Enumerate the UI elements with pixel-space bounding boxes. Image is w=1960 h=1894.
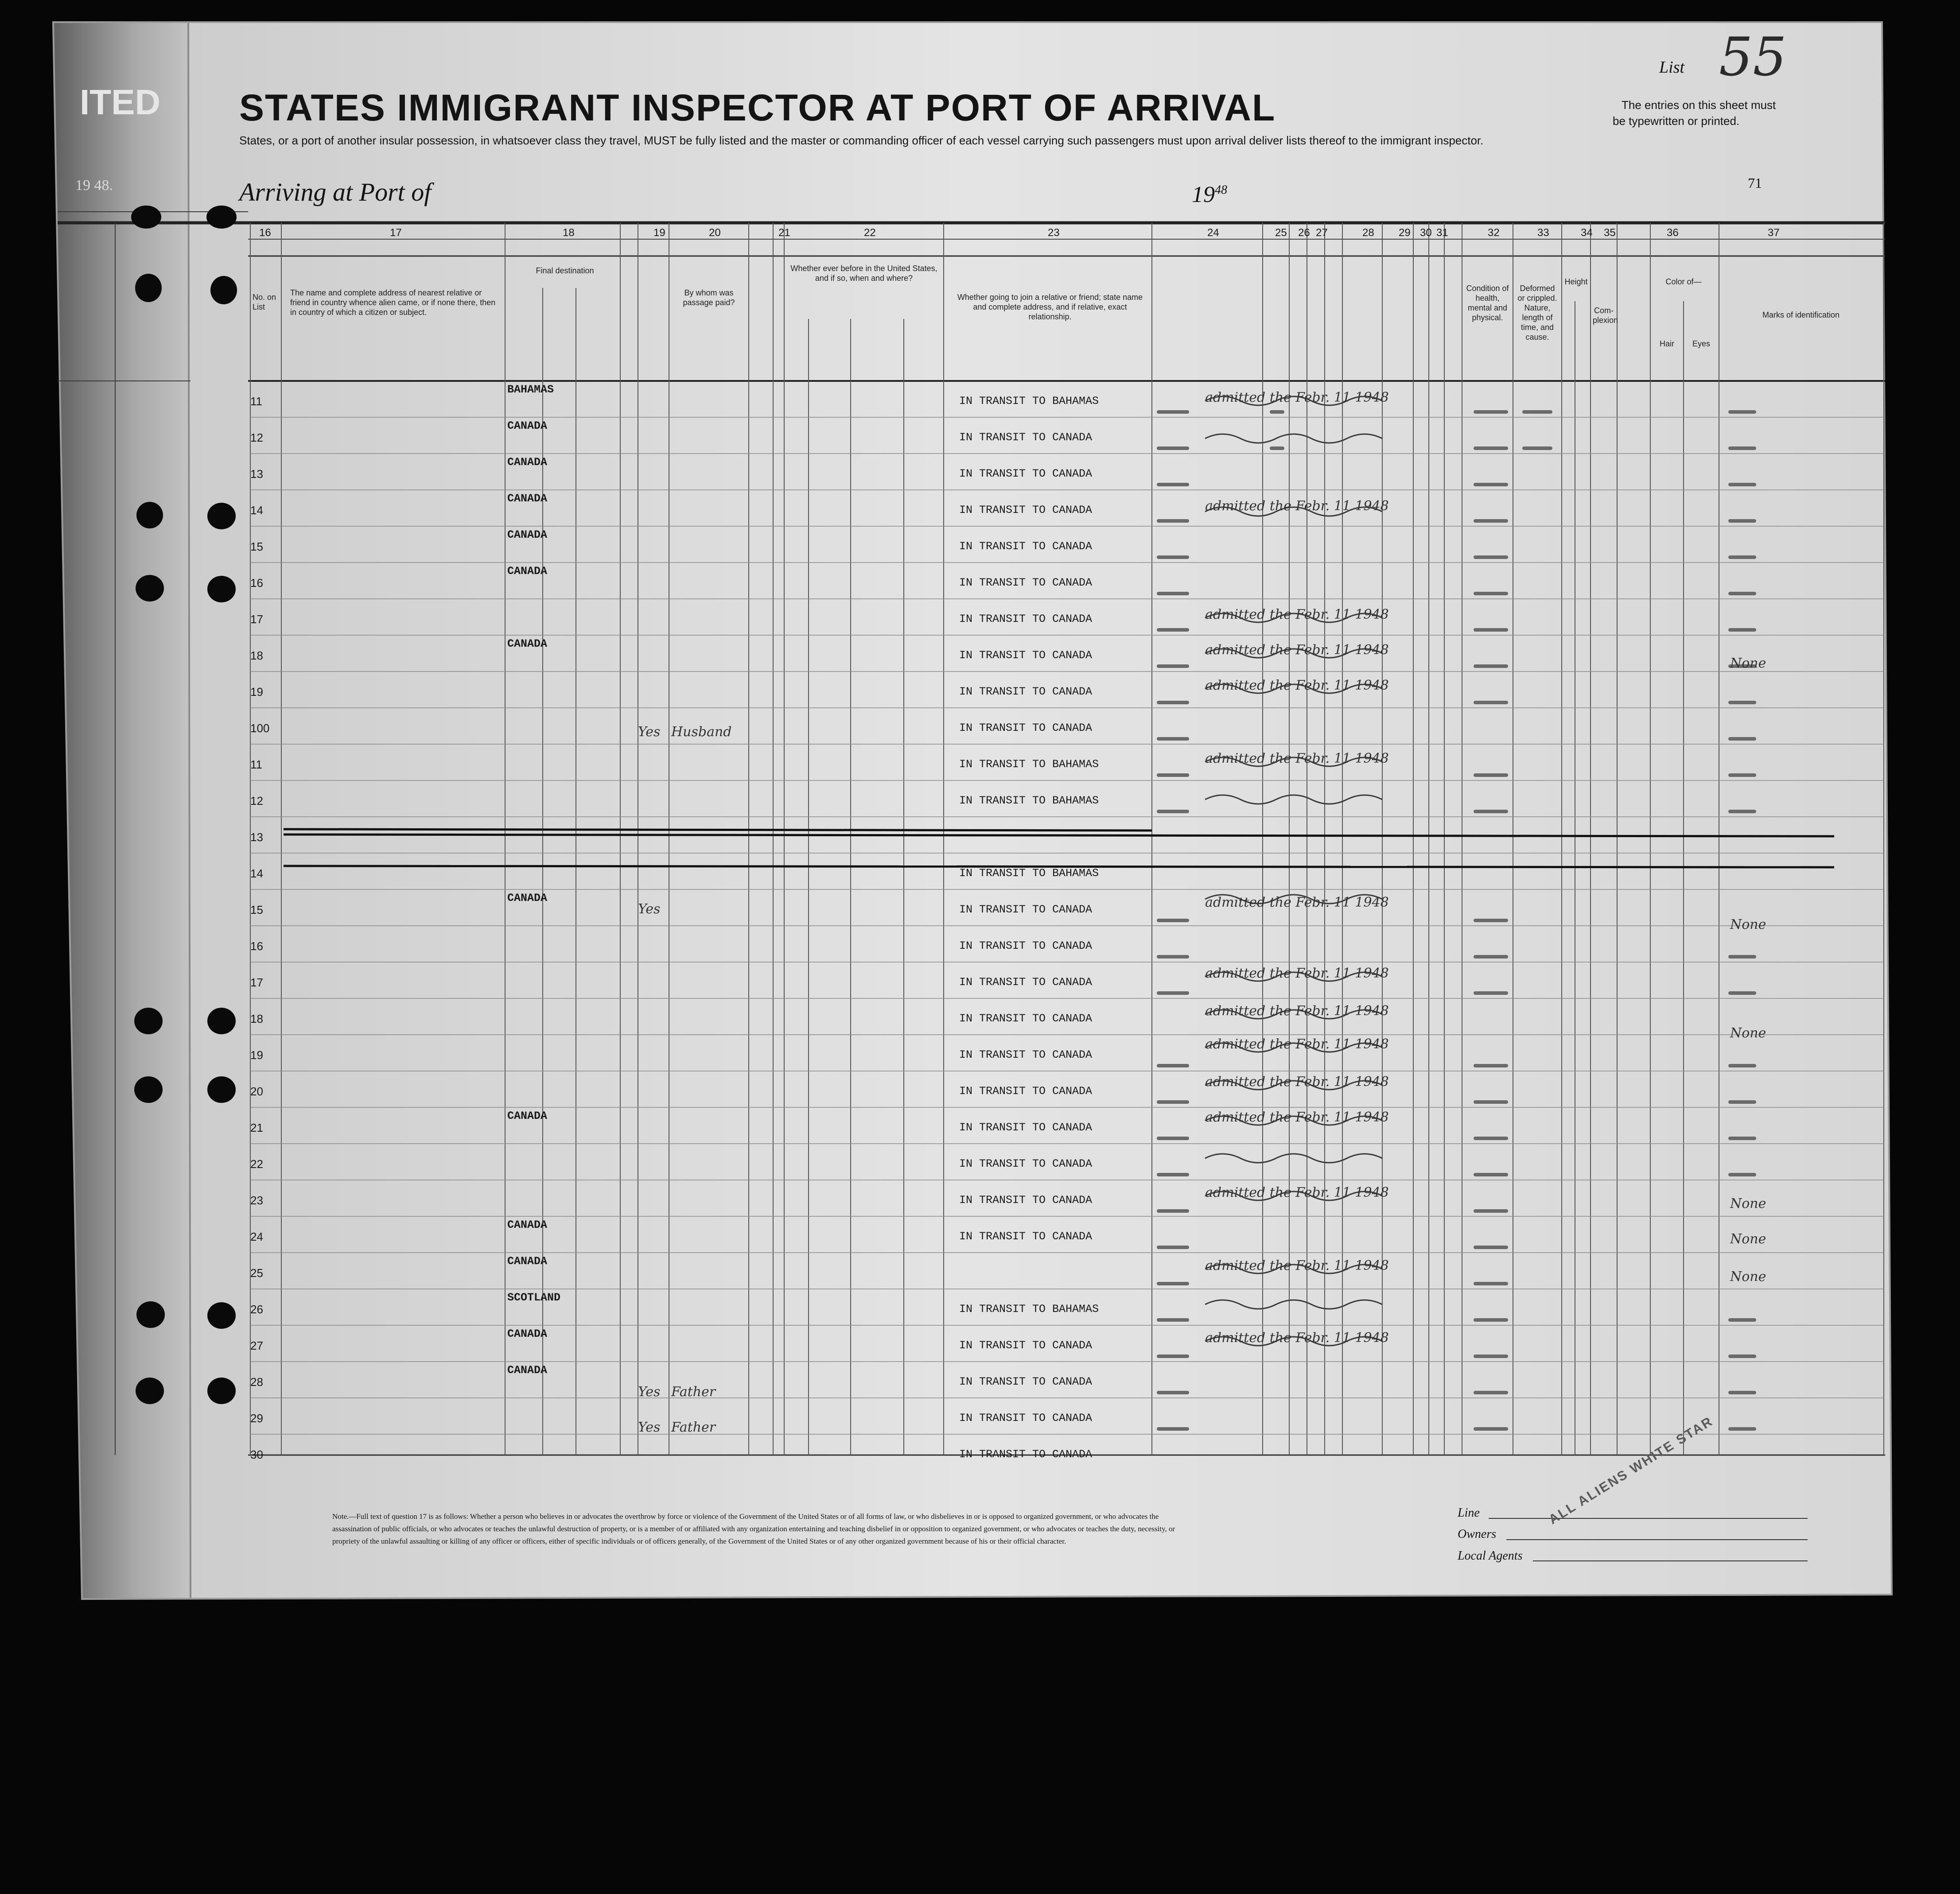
row-number: 30: [250, 1448, 263, 1461]
header-hair: Hair: [1659, 339, 1674, 348]
year-prefix: 19: [1192, 182, 1215, 207]
row-number: 11: [250, 758, 262, 771]
joining-relative-cell: IN TRANSIT TO BAHAMAS: [959, 794, 1099, 807]
list-number: 55: [1719, 27, 1787, 88]
joining-relative-cell: IN TRANSIT TO CANADA: [959, 903, 1093, 916]
handwritten-admitted-note: admitted the Febr. 11 1948: [1205, 678, 1389, 693]
joining-relative-cell: IN TRANSIT TO BAHAMAS: [959, 1303, 1099, 1316]
facing-page-title-fragment: ITED: [80, 82, 161, 122]
header-no-on-list: No. on List: [253, 293, 276, 311]
column-number: 33: [1537, 227, 1549, 239]
agent-stamp: ALL ALIENS WHITE STAR: [1546, 1413, 1716, 1527]
row-number: 23: [250, 1194, 263, 1207]
handwritten-admitted-note: admitted the Febr. 11 1948: [1205, 1003, 1389, 1019]
final-destination-cell: CANADA: [507, 1327, 548, 1340]
joining-relative-cell: IN TRANSIT TO BAHAMAS: [959, 867, 1099, 880]
column-number: 27: [1316, 227, 1328, 239]
header-deformed-crippled: Deformed or crippled. Nature, length of time, and cause.: [1517, 284, 1557, 342]
handwritten-admitted-note: admitted the Febr. 11 1948: [1205, 642, 1389, 658]
handwritten-none: None: [1730, 1269, 1766, 1285]
handwritten-admitted-note: admitted the Febr. 11 1948: [1205, 751, 1389, 766]
column-number: 18: [563, 227, 575, 239]
handwritten-passage-paid: Father: [671, 1420, 716, 1435]
joining-relative-cell: IN TRANSIT TO CANADA: [959, 467, 1093, 480]
column-number: 16: [259, 227, 271, 239]
row-number: 12: [250, 431, 263, 444]
header-height: Height: [1564, 277, 1588, 286]
joining-relative-cell: IN TRANSIT TO CANADA: [959, 1157, 1093, 1170]
row-number: 20: [250, 1085, 263, 1098]
joining-relative-cell: IN TRANSIT TO CANADA: [959, 431, 1093, 444]
facing-page-year: 19 48.: [75, 177, 113, 194]
footer-line-label: Line: [1458, 1506, 1480, 1520]
header-marks-of-identification: Marks of identification: [1762, 310, 1840, 319]
row-number: 25: [250, 1266, 263, 1280]
row-number: 24: [250, 1230, 263, 1243]
final-destination-cell: BAHAMAS: [507, 383, 554, 396]
column-number: 28: [1362, 227, 1374, 239]
handwritten-admitted-note: admitted the Febr. 11 1948: [1205, 498, 1389, 514]
column-number: 20: [709, 227, 721, 239]
column-number: 31: [1436, 227, 1448, 239]
typewritten-note-line-2: be typewritten or printed.: [1613, 114, 1740, 128]
column-number: 17: [390, 227, 402, 239]
row-number: 17: [250, 976, 263, 989]
column-number: 37: [1768, 227, 1780, 239]
joining-relative-cell: IN TRANSIT TO CANADA: [959, 576, 1093, 589]
year-suffix: 48: [1215, 183, 1227, 197]
column-number: 19: [653, 227, 665, 239]
row-number: 29: [250, 1412, 263, 1425]
handwritten-none: None: [1730, 656, 1766, 671]
handwritten-passage-paid: Husband: [671, 724, 732, 740]
row-number: 21: [250, 1121, 263, 1134]
handwritten-admitted-note: admitted the Febr. 11 1948: [1205, 1185, 1389, 1200]
column-number: 23: [1048, 227, 1060, 239]
handwritten-none: None: [1730, 917, 1766, 932]
joining-relative-cell: IN TRANSIT TO CANADA: [959, 722, 1093, 734]
final-destination-cell: CANADA: [507, 565, 548, 578]
column-number: 34: [1581, 227, 1593, 239]
joining-relative-cell: IN TRANSIT TO CANADA: [959, 1085, 1093, 1098]
header-final-destination: Final destination: [536, 266, 594, 275]
row-number: 28: [250, 1375, 263, 1389]
row-number: 100: [250, 722, 270, 735]
handwritten-yes: Yes: [638, 1420, 661, 1435]
handwritten-yes: Yes: [638, 1384, 661, 1400]
header-joining-relative: Whether going to join a relative or friend; state name and complete address, and if relative, exact relationship.: [957, 293, 1143, 321]
header-relative-address: The name and complete address of nearest relative or friend in country whence alien came, or if none there, then in country of which a citizen or subject.: [290, 288, 496, 317]
row-number: 15: [250, 540, 263, 553]
joining-relative-cell: IN TRANSIT TO CANADA: [959, 939, 1093, 952]
joining-relative-cell: IN TRANSIT TO BAHAMAS: [959, 395, 1099, 408]
final-destination-cell: CANADA: [507, 637, 548, 650]
manifest-title: STATES IMMIGRANT INSPECTOR AT PORT OF ARRIVAL: [239, 87, 1276, 128]
joining-relative-cell: IN TRANSIT TO CANADA: [959, 1448, 1093, 1461]
joining-relative-cell: IN TRANSIT TO CANADA: [959, 976, 1093, 989]
joining-relative-cell: IN TRANSIT TO CANADA: [959, 1048, 1093, 1061]
column-number: 21: [778, 227, 790, 239]
row-number: 11: [250, 395, 262, 408]
arrival-year: [1192, 182, 1227, 208]
column-number: 36: [1667, 227, 1679, 239]
joining-relative-cell: IN TRANSIT TO BAHAMAS: [959, 758, 1099, 771]
joining-relative-cell: IN TRANSIT TO CANADA: [959, 1375, 1093, 1388]
handwritten-none: None: [1730, 1025, 1766, 1041]
joining-relative-cell: IN TRANSIT TO CANADA: [959, 1230, 1093, 1243]
joining-relative-cell: IN TRANSIT TO CANADA: [959, 1194, 1093, 1207]
final-destination-cell: CANADA: [507, 892, 548, 904]
joining-relative-cell: IN TRANSIT TO CANADA: [959, 613, 1093, 625]
column-number: 29: [1399, 227, 1411, 239]
final-destination-cell: CANADA: [507, 1364, 548, 1377]
joining-relative-cell: IN TRANSIT TO CANADA: [959, 685, 1093, 698]
column-number: 30: [1420, 227, 1432, 239]
footer-question-note: Note.—Full text of question 17 is as follows: Whether a person who believes in or advocates the overthrow by force or violence of the Government of the United States or of all forms of law, or who disbelieves in or is opposed to organized government, or who advocates the assassination of public officials, or who advocates or teaches the unlawful destruction of property, or is a member of or affiliated with any organization entertaining and teaching disbelief in or opposition to organized government, or who advocates or teaches the duty, necessity, or propriety of the unlawful assaulting or killing of any officer or officers, either of specific individuals or of officers generally, of the Government of the United States or of any other organized government because of his or their official character.: [332, 1512, 1175, 1545]
row-number: 26: [250, 1303, 263, 1316]
handwritten-admitted-note: admitted the Febr. 11 1948: [1205, 895, 1389, 910]
joining-relative-cell: IN TRANSIT TO CANADA: [959, 1339, 1093, 1352]
footer-owners-label: Owners: [1458, 1527, 1497, 1541]
list-label: List: [1659, 58, 1685, 77]
handwritten-yes: Yes: [638, 901, 661, 917]
header-passage-paid: By whom was passage paid?: [683, 288, 735, 307]
column-number: 25: [1275, 227, 1287, 239]
handwritten-admitted-note: admitted the Febr. 11 1948: [1205, 966, 1389, 981]
handwritten-passage-paid: Father: [671, 1384, 716, 1400]
page-reference: 71: [1748, 175, 1762, 191]
handwritten-none: None: [1730, 1196, 1766, 1211]
arriving-at-port-label: Arriving at Port of: [239, 178, 432, 206]
row-number: 27: [250, 1339, 263, 1352]
column-number: 32: [1488, 227, 1500, 239]
handwritten-admitted-note: admitted the Febr. 11 1948: [1205, 1110, 1389, 1125]
typewritten-note-line-1: The entries on this sheet must: [1622, 98, 1776, 112]
row-number: 16: [250, 939, 263, 953]
row-number: 19: [250, 685, 263, 699]
joining-relative-cell: IN TRANSIT TO CANADA: [959, 649, 1093, 662]
handwritten-admitted-note: admitted the Febr. 11 1948: [1205, 1330, 1389, 1346]
footer-local-agents-label: Local Agents: [1458, 1549, 1523, 1563]
row-number: 16: [250, 576, 263, 590]
final-destination-cell: CANADA: [507, 1255, 548, 1268]
row-number: 14: [250, 504, 263, 517]
column-number: 35: [1604, 227, 1616, 239]
row-number: 12: [250, 794, 263, 807]
row-number: 14: [250, 867, 263, 880]
handwritten-admitted-note: admitted the Febr. 11 1948: [1205, 607, 1389, 622]
header-eyes: Eyes: [1692, 339, 1711, 348]
manifest-instructions: States, or a port of another insular possession, in whatsoever class they travel, MUST be fully listed and the master or commanding officer of each vessel carrying such passengers must upon arrival deliver lists thereof to the immigrant inspector.: [239, 134, 1484, 147]
row-number: 22: [250, 1157, 263, 1171]
final-destination-cell: CANADA: [507, 1110, 548, 1122]
handwritten-admitted-note: admitted the Febr. 11 1948: [1205, 1036, 1389, 1052]
final-destination-cell: CANADA: [507, 528, 548, 541]
header-complexion: Com-plexion: [1593, 306, 1618, 325]
header-color-of: Color of—: [1665, 277, 1702, 286]
header-condition-of-health: Condition of health, mental and physical.: [1466, 284, 1509, 322]
handwritten-admitted-note: admitted the Febr. 11 1948: [1205, 390, 1389, 405]
final-destination-cell: CANADA: [507, 419, 548, 432]
row-number: 17: [250, 613, 263, 626]
joining-relative-cell: IN TRANSIT TO CANADA: [959, 1121, 1093, 1134]
header-ever-before-in-us: Whether ever before in the United States, and if so, when and where?: [790, 264, 937, 283]
handwritten-admitted-note: admitted the Febr. 11 1948: [1205, 1074, 1389, 1090]
handwritten-none: None: [1730, 1231, 1766, 1247]
handwritten-admitted-note: admitted the Febr. 11 1948: [1205, 1258, 1389, 1273]
column-number: 22: [864, 227, 876, 239]
joining-relative-cell: IN TRANSIT TO CANADA: [959, 504, 1093, 516]
row-number: 13: [250, 831, 263, 844]
final-destination-cell: CANADA: [507, 1219, 548, 1231]
final-destination-cell: CANADA: [507, 492, 548, 505]
joining-relative-cell: IN TRANSIT TO CANADA: [959, 540, 1093, 553]
final-destination-cell: CANADA: [507, 456, 548, 469]
row-number: 18: [250, 649, 263, 662]
column-number: 24: [1207, 227, 1219, 239]
handwritten-yes: Yes: [638, 724, 661, 740]
joining-relative-cell: IN TRANSIT TO CANADA: [959, 1412, 1093, 1424]
row-number: 19: [250, 1048, 263, 1062]
column-number: 26: [1298, 227, 1310, 239]
row-number: 13: [250, 467, 263, 481]
joining-relative-cell: IN TRANSIT TO CANADA: [959, 1012, 1093, 1025]
row-number: 15: [250, 903, 263, 916]
row-number: 18: [250, 1012, 263, 1025]
final-destination-cell: SCOTLAND: [507, 1291, 561, 1304]
